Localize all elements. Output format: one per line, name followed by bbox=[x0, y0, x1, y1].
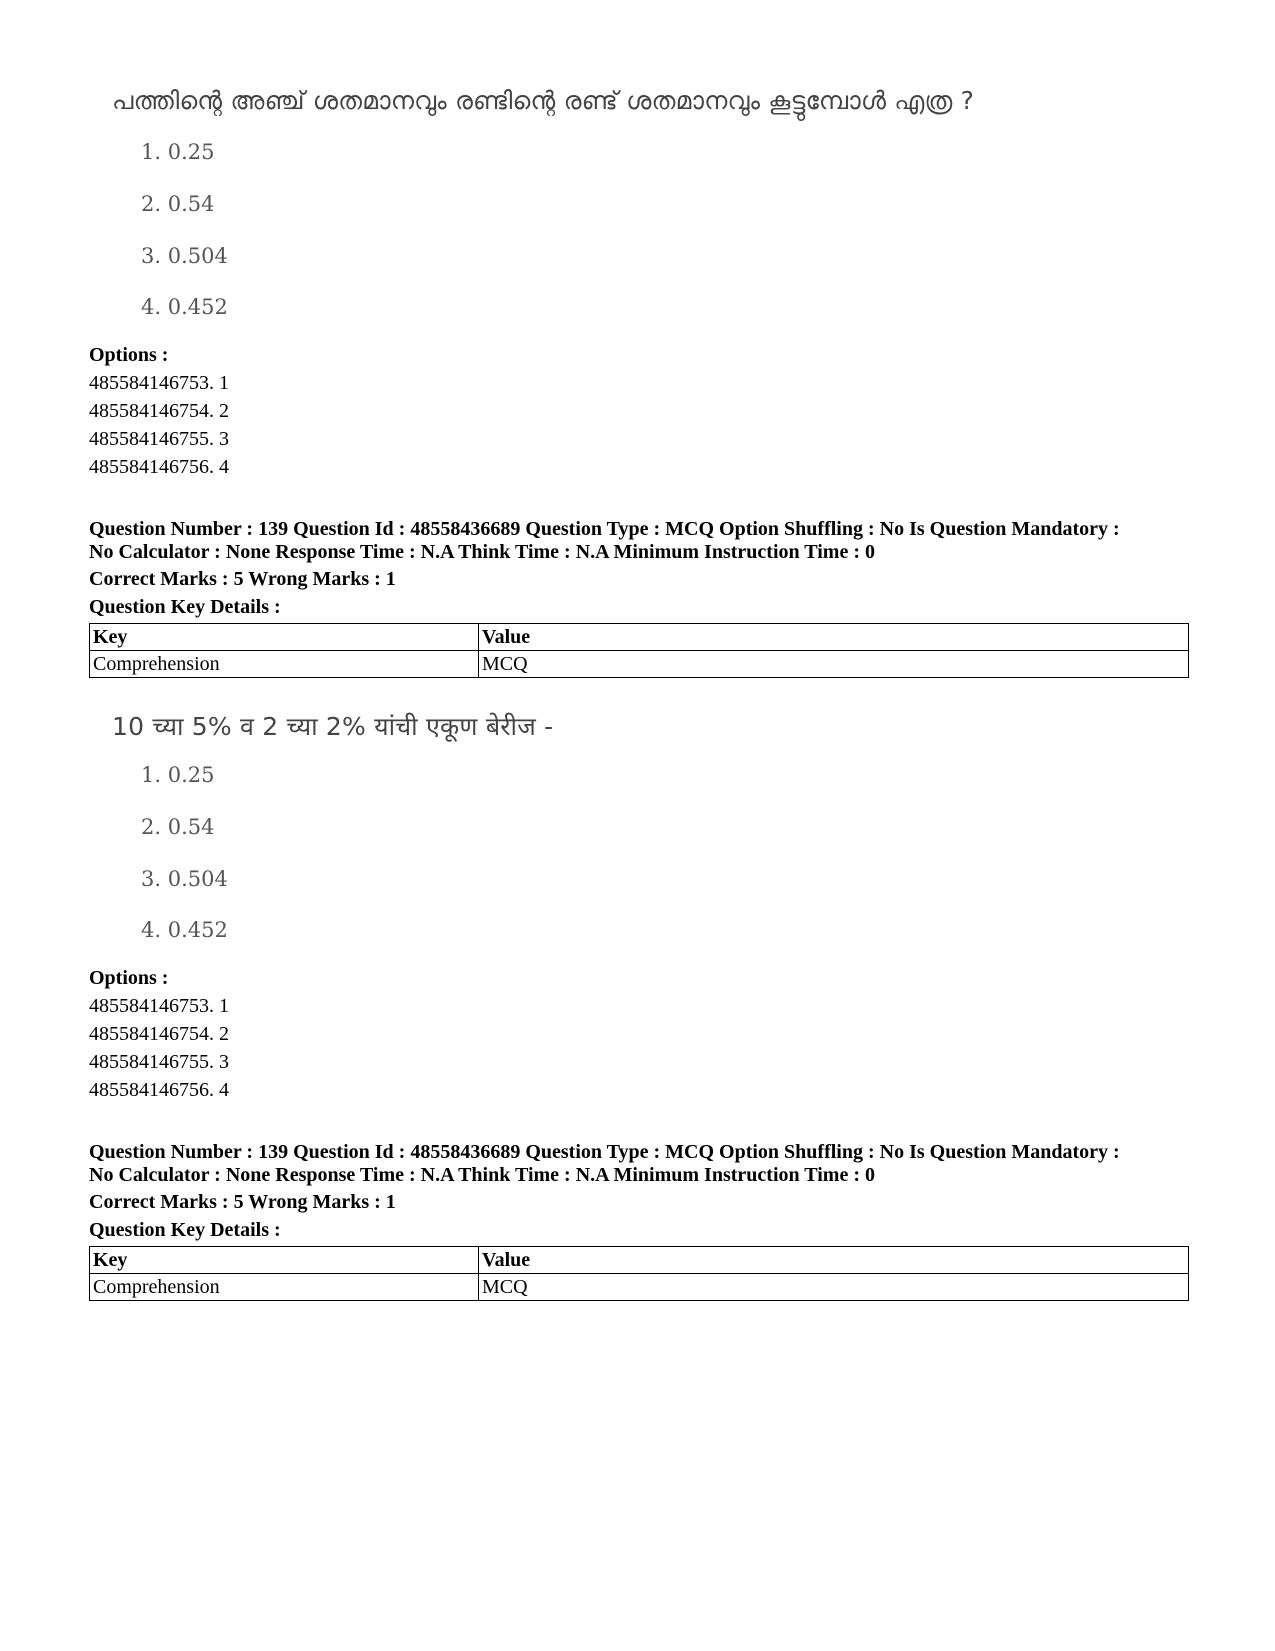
table-cell-key: Comprehension bbox=[90, 651, 479, 678]
question-image-text-marathi: 10 च्या 5% व 2 च्या 2% यांची एकूण बेरीज - bbox=[112, 712, 554, 741]
table-cell-key: Comprehension bbox=[90, 1274, 479, 1301]
options-label: Options : bbox=[89, 967, 169, 989]
options-label: Options : bbox=[89, 344, 169, 366]
table-header-value: Value bbox=[479, 624, 1189, 651]
choice-3: 3. 0.504 bbox=[141, 867, 228, 891]
key-details-table bbox=[89, 1246, 1189, 1301]
table-header-row bbox=[90, 624, 1189, 651]
option-row: 485584146756. 4 bbox=[89, 456, 229, 478]
key-details-label: Question Key Details : bbox=[89, 1219, 281, 1241]
marks-line: Correct Marks : 5 Wrong Marks : 1 bbox=[89, 568, 396, 590]
key-details-table bbox=[89, 623, 1189, 678]
option-row: 485584146755. 3 bbox=[89, 428, 229, 450]
table-header-key: Key bbox=[90, 624, 479, 651]
choice-4: 4. 0.452 bbox=[141, 918, 228, 942]
table-cell-value: MCQ bbox=[479, 651, 1189, 678]
choice-1: 1. 0.25 bbox=[141, 140, 215, 164]
choice-3: 3. 0.504 bbox=[141, 244, 228, 268]
option-row: 485584146756. 4 bbox=[89, 1079, 229, 1101]
option-row: 485584146754. 2 bbox=[89, 1023, 229, 1045]
choice-1: 1. 0.25 bbox=[141, 763, 215, 787]
question-meta-line-1: Question Number : 139 Question Id : 48558436689 Question Type : MCQ Option Shuffling : No Is Question Mandatory : bbox=[89, 518, 1120, 540]
question-meta-line-2: No Calculator : None Response Time : N.A Think Time : N.A Minimum Instruction Time : 0 bbox=[89, 1164, 875, 1186]
option-row: 485584146753. 1 bbox=[89, 372, 229, 394]
marks-line: Correct Marks : 5 Wrong Marks : 1 bbox=[89, 1191, 396, 1213]
table-header-row bbox=[90, 1247, 1189, 1274]
table-row bbox=[90, 1274, 1189, 1301]
question-meta-line-2: No Calculator : None Response Time : N.A Think Time : N.A Minimum Instruction Time : 0 bbox=[89, 541, 875, 563]
key-details-label: Question Key Details : bbox=[89, 596, 281, 618]
table-cell-value: MCQ bbox=[479, 1274, 1189, 1301]
option-row: 485584146755. 3 bbox=[89, 1051, 229, 1073]
choice-2: 2. 0.54 bbox=[141, 815, 215, 839]
table-header-key: Key bbox=[90, 1247, 479, 1274]
choice-2: 2. 0.54 bbox=[141, 192, 215, 216]
table-header-value: Value bbox=[479, 1247, 1189, 1274]
table-row bbox=[90, 651, 1189, 678]
question-meta-line-1: Question Number : 139 Question Id : 48558436689 Question Type : MCQ Option Shuffling : No Is Question Mandatory : bbox=[89, 1141, 1120, 1163]
question-image-text-malayalam: പത്തിന്റെ അഞ്ച് ശതമാനവും രണ്ടിന്റെ രണ്ട് ശതമാനവും കൂട്ടുമ്പോൾ എത്ര ? bbox=[112, 86, 975, 115]
option-row: 485584146754. 2 bbox=[89, 400, 229, 422]
option-row: 485584146753. 1 bbox=[89, 995, 229, 1017]
choice-4: 4. 0.452 bbox=[141, 295, 228, 319]
